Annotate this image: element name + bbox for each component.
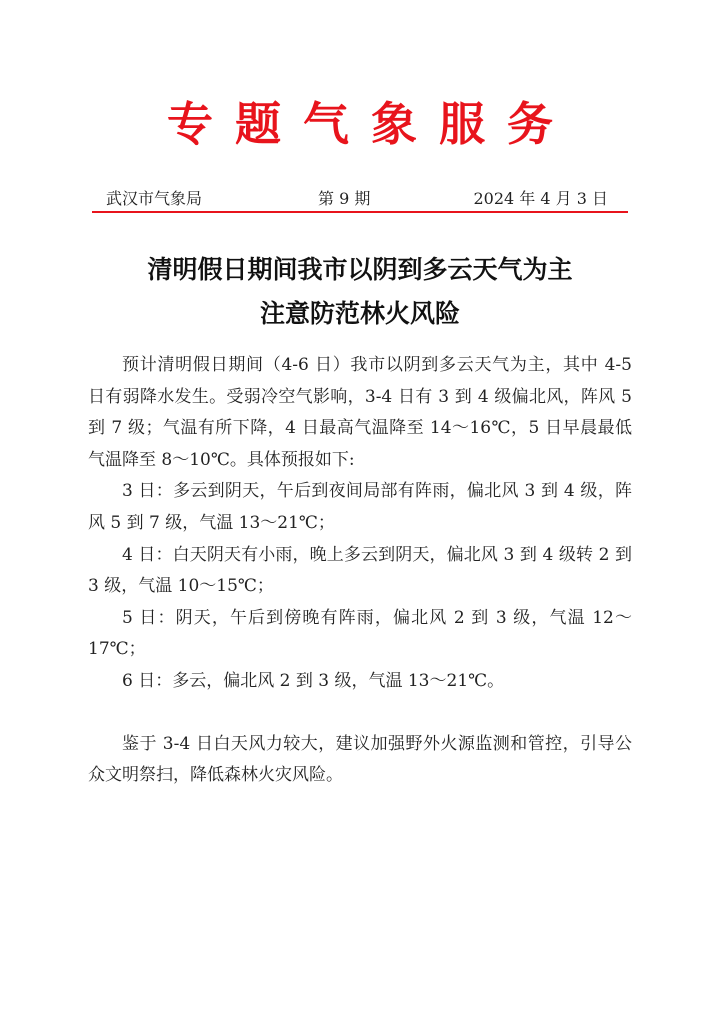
title-line-1: 清明假日期间我市以阴到多云天气为主 — [147, 255, 573, 284]
issue-date: 2024 年 4 月 3 日 — [473, 189, 608, 208]
issue-info-row — [98, 186, 622, 210]
issuing-agency: 武汉市气象局 — [106, 189, 203, 208]
document-title — [0, 248, 720, 336]
advice-paragraph: 鉴于 3-4 日白天风力较大，建议加强野外火源监测和管控，引导公众文明祭扫，降低森林火灾风险。 — [88, 733, 632, 786]
forecast-day-3: 3 日：多云到阴天，午后到夜间局部有阵雨，偏北风 3 到 4 级，阵风 5 到 7 级，气温 13～21℃； — [88, 481, 632, 533]
forecast-day-5: 5 日：阴天，午后到傍晚有阵雨，偏北风 2 到 3 级，气温 12～17℃； — [88, 607, 632, 660]
document-body — [88, 350, 632, 792]
issue-number: 第 9 期 — [318, 189, 371, 208]
masthead-title: 专题气象服务 — [167, 97, 575, 151]
forecast-day-6: 6 日：多云，偏北风 2 到 3 级，气温 13～21℃。 — [122, 670, 505, 691]
header-divider — [92, 211, 628, 213]
title-line-2: 注意防范林火风险 — [259, 299, 460, 328]
forecast-day-4: 4 日：白天阴天有小雨，晚上多云到阴天，偏北风 3 到 4 级转 2 到 3 级，气温 10～15℃； — [88, 544, 632, 597]
intro-paragraph: 预计清明假日期间（4-6 日）我市以阴到多云天气为主，其中 4-5 日有弱降水发生。受弱冷空气影响，3-4 日有 3 到 4 级偏北风，阵风 5 到 7 级；气温有所下降，4 日最高气温降至 14～16℃，5 日早晨最低气温降至 8～10℃。具体预报如下: — [88, 355, 632, 470]
